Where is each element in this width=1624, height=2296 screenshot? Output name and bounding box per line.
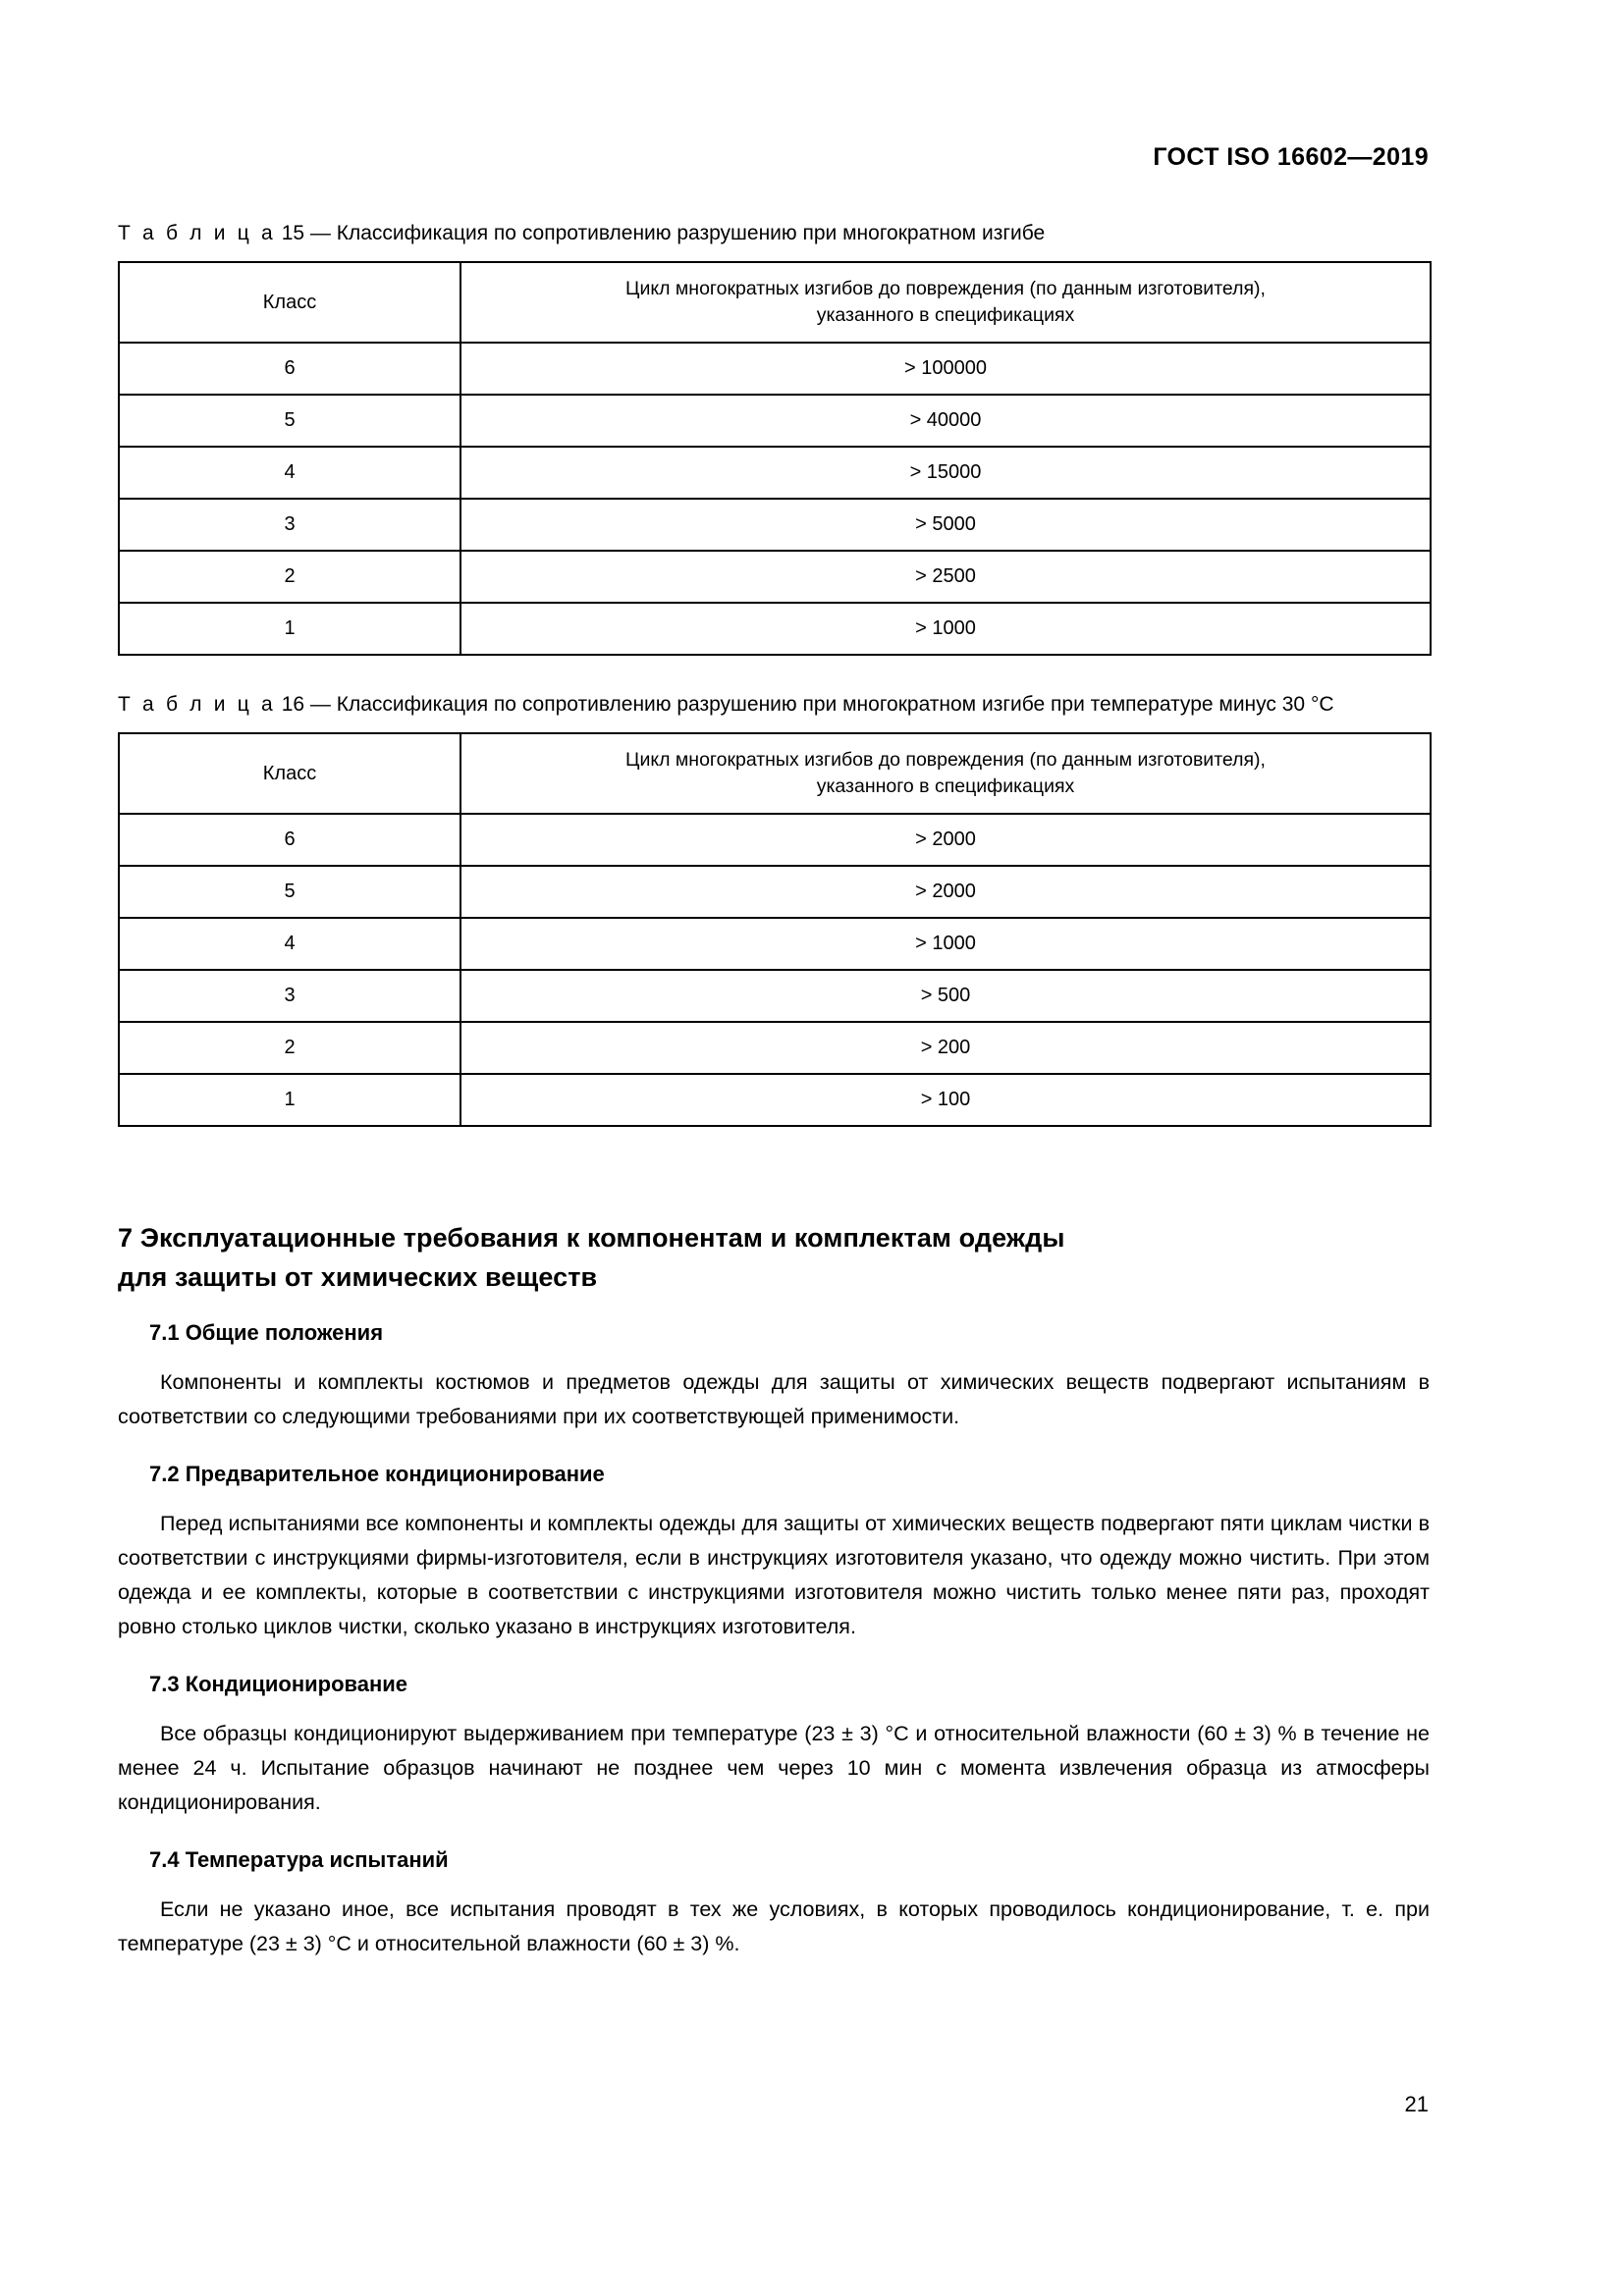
cell-class: 3 xyxy=(119,970,460,1022)
table-caption-dash: — xyxy=(309,222,331,244)
cell-class: 1 xyxy=(119,603,460,655)
cell-class: 5 xyxy=(119,866,460,918)
table-row xyxy=(119,1074,1431,1126)
table-header-row xyxy=(119,262,1431,343)
subsection-paragraph-7-3: Все образцы кондиционируют выдерживанием при температуре (23 ± 3) °C и относительной влажности (60 ± 3) % в течение не менее 24 ч. Испытание образцов начинают не позднее чем через 10 мин с момента извлечения образца из атмосферы кондиционирования. xyxy=(118,1722,1430,1814)
subsection-paragraph-7-1: Компоненты и комплекты костюмов и предметов одежды для защиты от химических веществ подвергают испытаниям в соответствии со следующими требованиями при их соответствующей применимости. xyxy=(118,1370,1430,1428)
subsection-heading-7-4: 7.4 Температура испытаний xyxy=(149,1847,449,1872)
spacer xyxy=(118,1875,1430,1893)
cell-cycles: > 500 xyxy=(460,970,1431,1022)
table-caption-number: 16 xyxy=(281,693,305,716)
cell-cycles: > 100000 xyxy=(460,343,1431,395)
column-header-cycles xyxy=(460,733,1431,814)
cell-class: 4 xyxy=(119,447,460,499)
subsection-paragraph-7-4: Если не указано иное, все испытания проводят в тех же условиях, в которых проводилось кондиционирование, т. е. при температуре (23 ± 3) °C и относительной влажности (60 ± 3) %. xyxy=(118,1897,1430,1955)
table-caption-15 xyxy=(118,218,1430,248)
section-heading-line2: для защиты от химических веществ xyxy=(118,1262,598,1292)
cell-cycles: > 200 xyxy=(460,1022,1431,1074)
spacer xyxy=(118,1434,1430,1460)
cell-cycles: > 2500 xyxy=(460,551,1431,603)
cell-cycles: > 15000 xyxy=(460,447,1431,499)
running-header: ГОСТ ISO 16602—2019 xyxy=(1153,143,1429,171)
cell-cycles: > 1000 xyxy=(460,918,1431,970)
subsection-heading-7-3: 7.3 Кондиционирование xyxy=(149,1672,408,1696)
table-header-row xyxy=(119,733,1431,814)
column-header-cycles-line2: указанного в спецификациях xyxy=(816,775,1075,797)
table-row xyxy=(119,499,1431,551)
table-caption-dash: — xyxy=(309,693,331,716)
cell-class: 1 xyxy=(119,1074,460,1126)
column-header-cycles-line1: Цикл многократных изгибов до повреждения (по данным изготовителя), xyxy=(625,278,1266,299)
table-16 xyxy=(118,732,1432,1127)
cell-class: 6 xyxy=(119,343,460,395)
table-row xyxy=(119,866,1431,918)
page-number: 21 xyxy=(1404,2092,1429,2116)
cell-class: 3 xyxy=(119,499,460,551)
table-row xyxy=(119,603,1431,655)
spacer xyxy=(118,1820,1430,1845)
table-row xyxy=(119,970,1431,1022)
spacer xyxy=(118,1699,1430,1717)
table-caption-number: 15 xyxy=(281,222,305,244)
column-header-class: Класс xyxy=(119,733,460,814)
cell-cycles: > 100 xyxy=(460,1074,1431,1126)
column-header-cycles-line2: указанного в спецификациях xyxy=(816,304,1075,326)
section-heading-line1: 7 Эксплуатационные требования к компонентам и комплектам одежды xyxy=(118,1223,1065,1253)
cell-class: 2 xyxy=(119,551,460,603)
cell-class: 4 xyxy=(119,918,460,970)
cell-class: 6 xyxy=(119,814,460,866)
spacer xyxy=(118,1348,1430,1365)
cell-cycles: > 2000 xyxy=(460,814,1431,866)
table-caption-label: Т а б л и ц а xyxy=(118,222,276,244)
table-row xyxy=(119,343,1431,395)
spacer xyxy=(118,1127,1430,1218)
cell-cycles: > 1000 xyxy=(460,603,1431,655)
page-content xyxy=(118,218,1430,1961)
spacer xyxy=(118,656,1430,689)
table-caption-label: Т а б л и ц а xyxy=(118,693,276,716)
cell-cycles: > 2000 xyxy=(460,866,1431,918)
table-caption-16 xyxy=(118,689,1430,720)
spacer xyxy=(118,1644,1430,1670)
table-row xyxy=(119,918,1431,970)
table-caption-text: Классификация по сопротивлению разрушению при многократном изгибе при температуре минус 30 °C xyxy=(336,693,1334,716)
column-header-cycles-line1: Цикл многократных изгибов до повреждения (по данным изготовителя), xyxy=(625,749,1266,771)
table-row xyxy=(119,814,1431,866)
table-15 xyxy=(118,261,1432,656)
section-heading-7 xyxy=(118,1218,1430,1297)
cell-cycles: > 5000 xyxy=(460,499,1431,551)
spacer xyxy=(118,1297,1430,1318)
subsection-paragraph-7-2: Перед испытаниями все компоненты и комплекты одежды для защиты от химических веществ подвергают пяти циклам чистки в соответствии с инструкциями фирмы-изготовителя, если в инструкциях изготовителя указано, что одежду можно чистить. При этом одежда и ее комплекты, которые в соответствии с инструкциями изготовителя можно чистить только менее пяти раз, проходят ровно столько циклов чистки, сколько указано в инструкциях изготовителя. xyxy=(118,1512,1430,1638)
table-caption-text: Классификация по сопротивлению разрушению при многократном изгибе xyxy=(336,222,1046,244)
column-header-class: Класс xyxy=(119,262,460,343)
spacer xyxy=(118,1489,1430,1507)
table-row xyxy=(119,395,1431,447)
table-row xyxy=(119,551,1431,603)
table-row xyxy=(119,1022,1431,1074)
subsection-heading-7-1: 7.1 Общие положения xyxy=(149,1320,384,1345)
cell-class: 5 xyxy=(119,395,460,447)
table-row xyxy=(119,447,1431,499)
subsection-heading-7-2: 7.2 Предварительное кондиционирование xyxy=(149,1462,605,1486)
column-header-cycles xyxy=(460,262,1431,343)
cell-class: 2 xyxy=(119,1022,460,1074)
cell-cycles: > 40000 xyxy=(460,395,1431,447)
